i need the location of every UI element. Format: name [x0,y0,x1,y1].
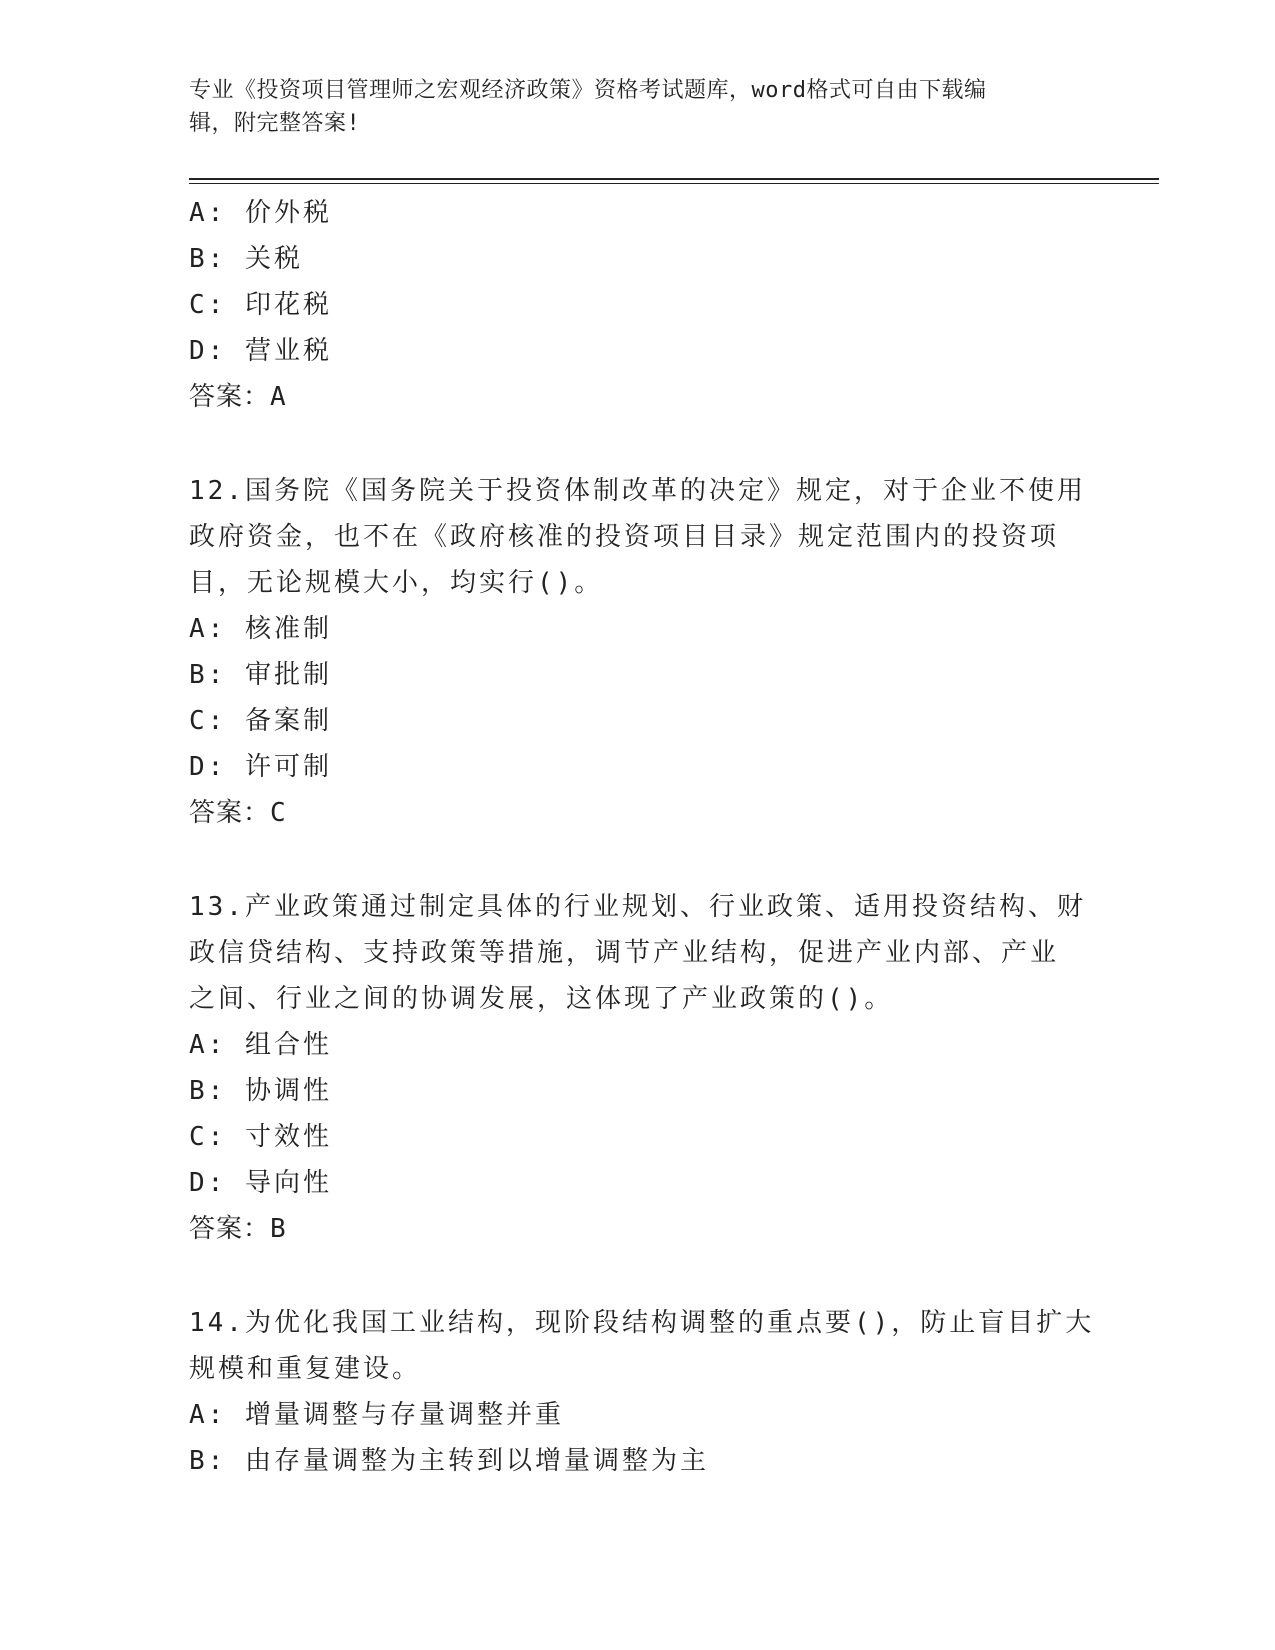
question-list [189,190,1095,1484]
header-divider-thin [189,183,1159,184]
header-line-1: 专业《投资项目管理师之宏观经济政策》资格考试题库，word格式可自由下载编 [189,78,987,103]
option-a: A: 组合性 [189,1030,332,1060]
answer-line: 答案：C [189,798,287,828]
question-text-line: 14.为优化我国工业结构，现阶段结构调整的重点要()，防止盲目扩大 [189,1308,1095,1338]
option-c: C: 印花税 [189,290,332,320]
question-text-line: 12.国务院《国务院关于投资体制改革的决定》规定，对于企业不使用 [189,476,1086,506]
answer-line: 答案：A [189,382,287,412]
option-b: B: 审批制 [189,660,332,690]
option-c: C: 备案制 [189,706,332,736]
option-a: A: 价外税 [189,198,332,228]
question-text-line: 目，无论规模大小，均实行()。 [189,568,604,598]
option-d: D: 营业税 [189,336,332,366]
option-b: B: 由存量调整为主转到以增量调整为主 [189,1446,709,1476]
question-12 [189,468,1089,836]
header-line-2: 辑，附完整答案! [189,111,361,136]
question-gap [189,420,1089,468]
option-b: B: 关税 [189,244,303,274]
question-text-line: 13.产业政策通过制定具体的行业规划、行业政策、适用投资结构、财 [189,892,1086,922]
question-text-line: 政信贷结构、支持政策等措施，调节产业结构，促进产业内部、产业 [189,938,1060,968]
option-a: A: 增量调整与存量调整并重 [189,1400,564,1430]
question-14 [189,1300,1095,1484]
answer-line: 答案：B [189,1214,287,1244]
option-d: D: 许可制 [189,752,332,782]
question-text-line: 政府资金，也不在《政府核准的投资项目目录》规定范围内的投资项 [189,522,1060,552]
question-13 [189,884,1089,1252]
option-d: D: 导向性 [189,1168,332,1198]
question-gap [189,836,1089,884]
question-text-line: 规模和重复建设。 [189,1354,422,1384]
question-text-line: 之间、行业之间的协调发展，这体现了产业政策的()。 [189,984,894,1014]
header-divider-thick [189,178,1159,180]
option-a: A: 核准制 [189,614,332,644]
option-b: B: 协调性 [189,1076,332,1106]
option-c: C: 寸效性 [189,1122,332,1152]
question-gap [189,1252,1089,1300]
document-header [189,74,1079,140]
question-11 [189,190,1089,420]
